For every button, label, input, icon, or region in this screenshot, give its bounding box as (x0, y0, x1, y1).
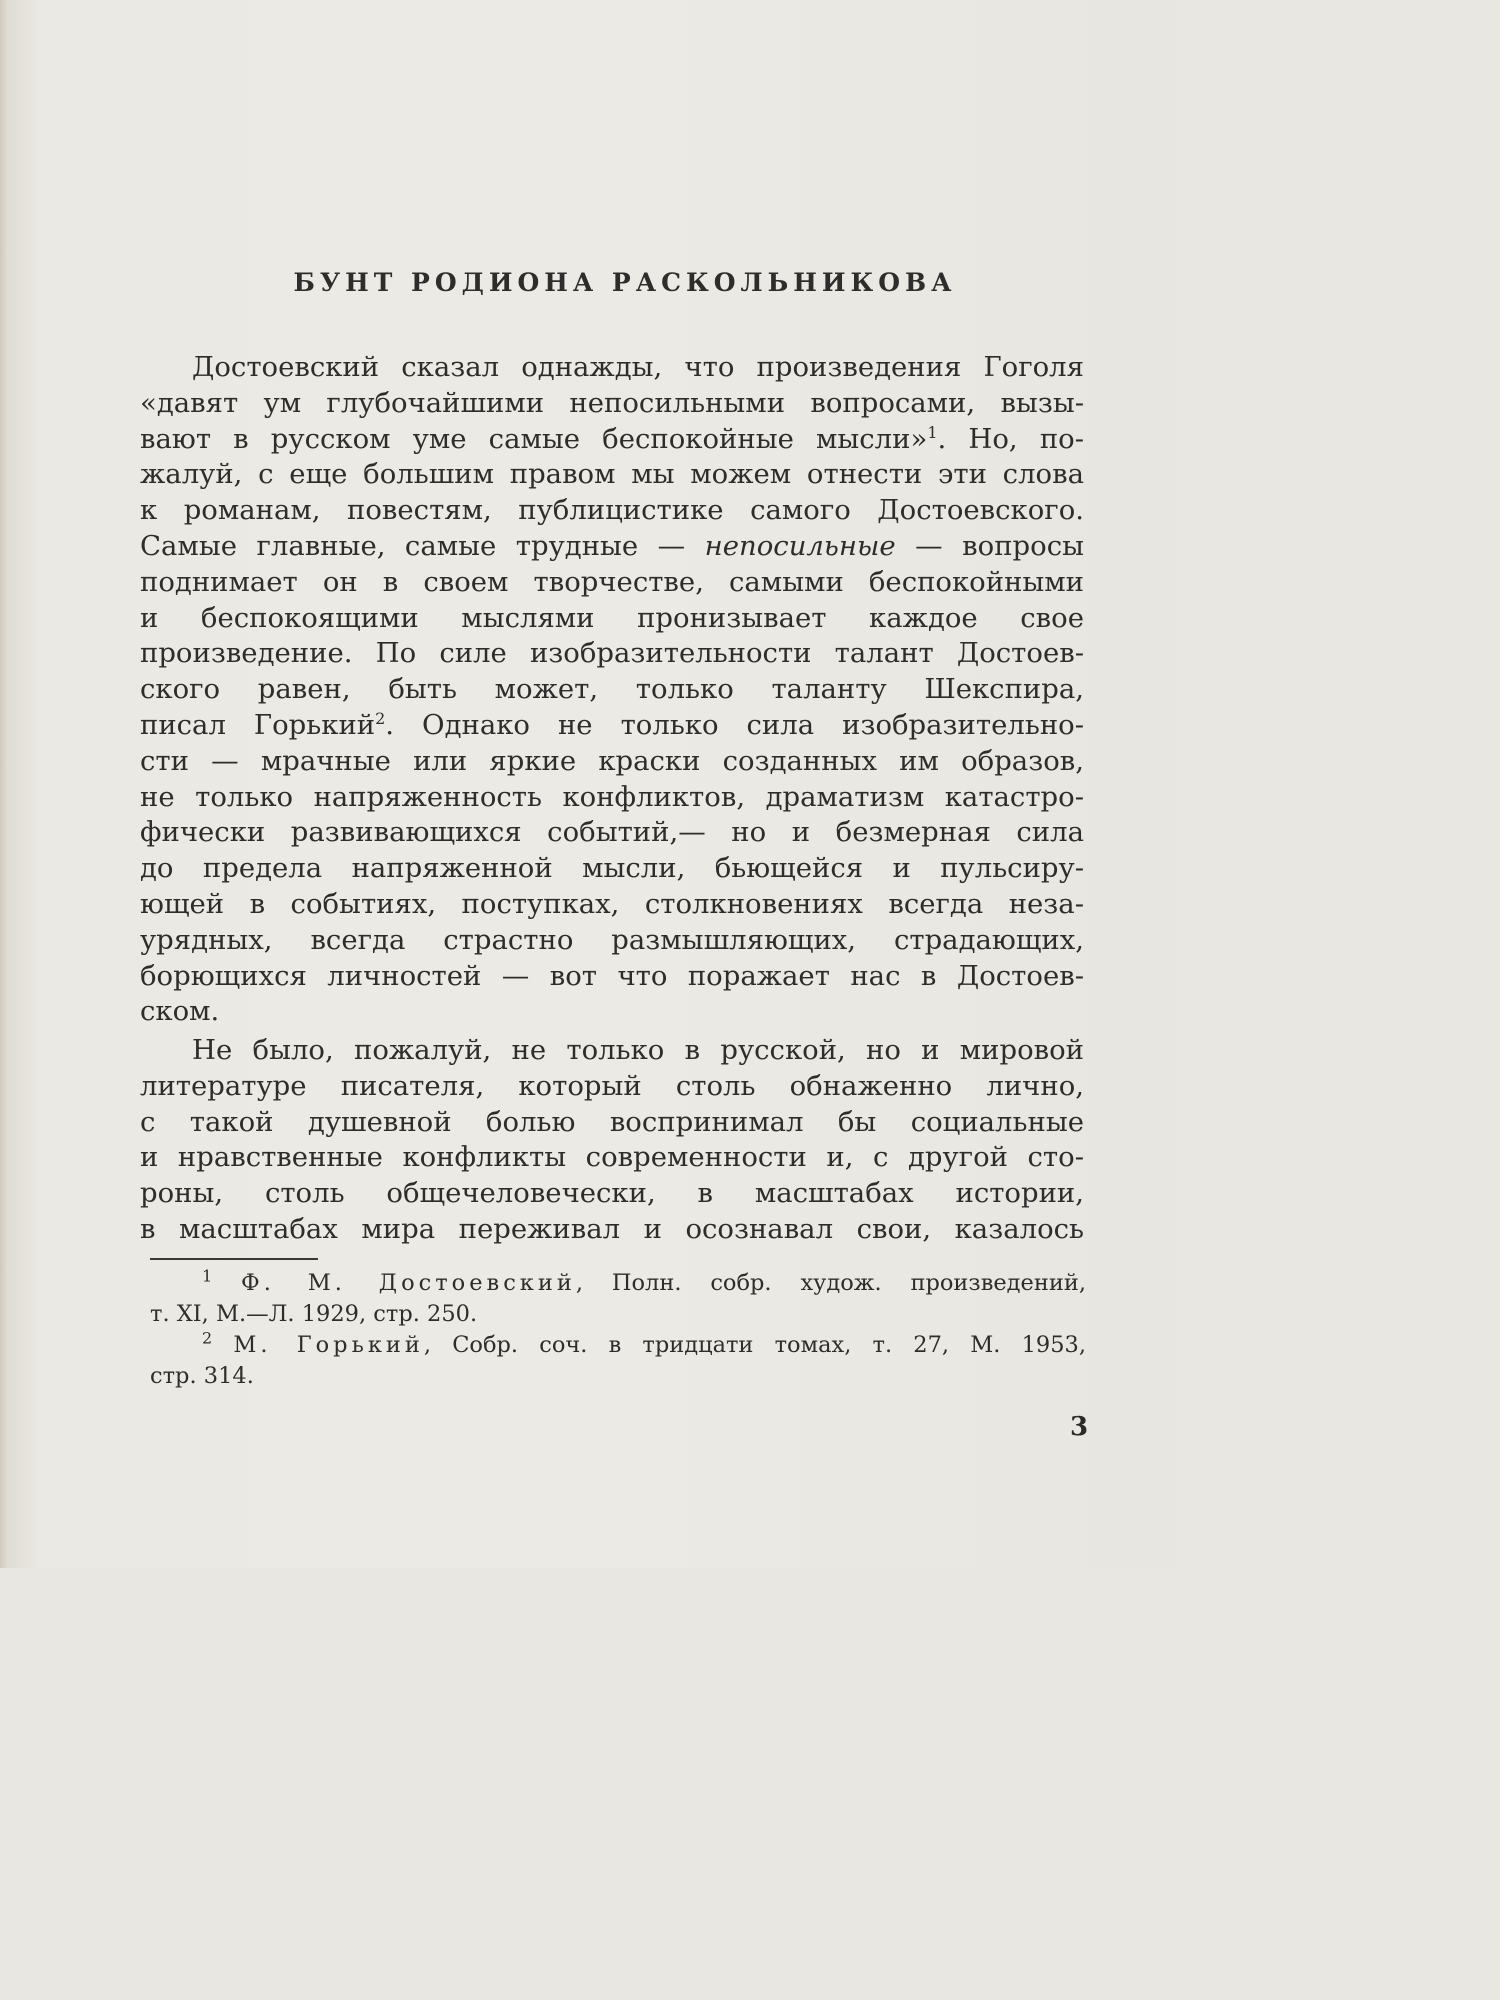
text-line: ском. (140, 995, 220, 1028)
text-line (140, 422, 1084, 458)
text-segment: . Однако не только сила изобразительно- (385, 708, 1084, 741)
page-binding-edge (0, 0, 8, 1568)
text-segment: . Но, по- (937, 422, 1084, 455)
text-line: «давят ум глубочайшими непосильными вопросами, вызы- (140, 386, 1084, 419)
text-line: Не было, пожалуй, не только в русской, но и мировой (192, 1034, 1084, 1066)
footnote-ref-2: 2 (375, 708, 386, 728)
text-line: к романам, повестям, публицистике самого Достоевского. (140, 494, 1084, 527)
text-line: борющихся личностей — вот что поражает нас в Достоев- (140, 959, 1084, 992)
text-segment: — вопросы (895, 529, 1084, 562)
text-line: и нравственные конфликты современности и, с другой сто- (140, 1141, 1084, 1174)
text-line: ского равен, быть может, только таланту Шекспира, (140, 673, 1084, 706)
footnote-text: , Собр. соч. в тридцати томах, т. 27, М. 1953, (423, 1332, 1086, 1358)
text-line: фически развивающихся событий,— но и безмерная сила (140, 816, 1084, 849)
italic-word: непосильные (704, 529, 896, 562)
text-line (140, 529, 1084, 565)
footnote-text: , Полн. собр. худож. произведений, (575, 1270, 1086, 1296)
text-line: литературе писателя, который столь обнаженно лично, (140, 1069, 1084, 1102)
footnote-2-cont: стр. 314. (150, 1363, 254, 1389)
text-line (140, 708, 1084, 744)
chapter-title: БУНТ РОДИОНА РАСКОЛЬНИКОВА (293, 268, 957, 297)
footnotes (150, 1268, 1086, 1392)
paragraph-2 (140, 1033, 1084, 1248)
paragraph-1 (140, 350, 1084, 1030)
text-line: не только напряженность конфликтов, драматизм катастро- (140, 780, 1084, 813)
text-segment: Самые главные, самые трудные — (140, 529, 686, 562)
footnote-mark: 1 (202, 1266, 213, 1286)
footnote-author: Ф. М. Достоевский (241, 1270, 576, 1296)
footnote-2 (150, 1330, 1086, 1361)
text-line: сти — мрачные или яркие краски созданных им образов, (140, 744, 1084, 777)
text-line: Достоевский сказал однажды, что произведения Гоголя (192, 351, 1084, 383)
text-segment: вают в русском уме самые беспокойные мысли» (140, 422, 928, 455)
text-line: с такой душевной болью воспринимал бы социальные (140, 1105, 1084, 1138)
footnote-mark: 2 (202, 1328, 213, 1348)
page-number: 3 (1070, 1412, 1089, 1442)
text-line: до предела напряженной мысли, бьющейся и пульсиру- (140, 852, 1084, 885)
text-line: ющей в событиях, поступках, столкновениях всегда неза- (140, 887, 1084, 920)
footnote-separator (150, 1258, 318, 1260)
text-line: в масштабах мира переживал и осознавал свои, казалось (140, 1212, 1084, 1245)
text-line: жалуй, с еще большим правом мы можем отнести эти слова (140, 458, 1084, 491)
text-segment: писал Горький (140, 708, 376, 741)
text-line: и беспокоящими мыслями пронизывает каждое свое (140, 601, 1084, 634)
text-line: роны, столь общечеловечески, в масштабах истории, (140, 1177, 1084, 1210)
text-line: произведение. По силе изобразительности талант Достоев- (140, 637, 1084, 670)
text-line: поднимает он в своем творчестве, самыми беспокойными (140, 565, 1084, 598)
footnote-author: М. Горький (233, 1332, 424, 1358)
text-line: урядных, всегда страстно размышляющих, страдающих, (140, 923, 1084, 956)
footnote-ref-1: 1 (927, 422, 938, 442)
footnote-1 (150, 1268, 1086, 1299)
footnote-1-cont: т. XI, М.—Л. 1929, стр. 250. (150, 1301, 478, 1327)
